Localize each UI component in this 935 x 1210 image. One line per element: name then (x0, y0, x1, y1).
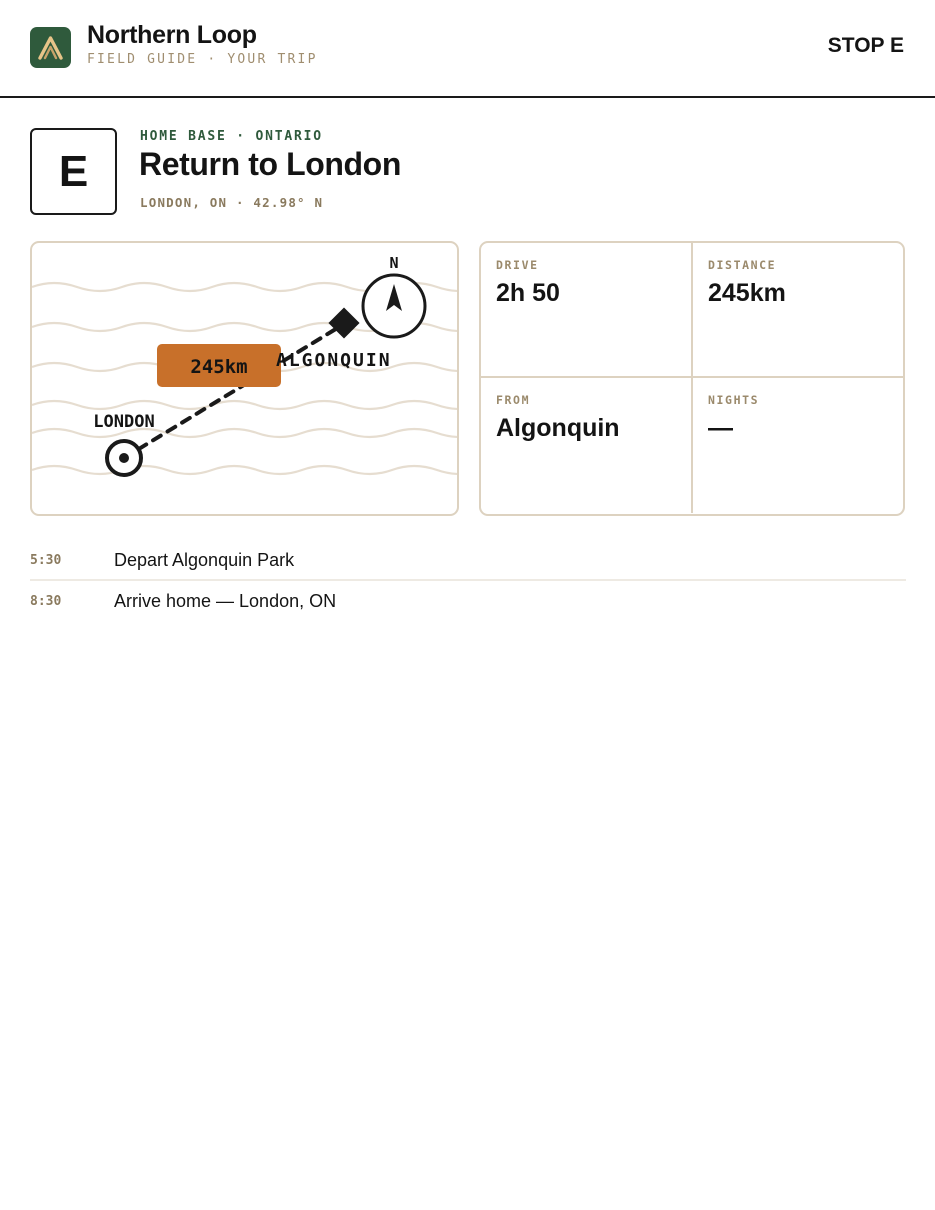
stat-drive (481, 243, 693, 378)
destination-label: LONDON (93, 412, 155, 432)
stat-distance-label: DISTANCE (708, 258, 777, 272)
route-distance-badge: 245km (190, 356, 248, 378)
stat-from-value: Algonquin (496, 414, 620, 442)
route-map[interactable] (30, 241, 459, 516)
list-item[interactable] (30, 540, 906, 581)
origin-label: ALGONQUIN (276, 350, 392, 371)
origin-marker[interactable] (328, 307, 359, 338)
stat-drive-label: DRIVE (496, 258, 539, 272)
stop-indicator: STOP E (827, 34, 904, 57)
schedule-text: Arrive home — London, ON (114, 591, 337, 611)
stat-nights-label: NIGHTS (708, 393, 760, 407)
stat-nights-value: — (708, 414, 733, 442)
stat-distance-value: 245km (708, 279, 786, 307)
schedule-time: 5:30 (30, 553, 62, 568)
schedule-time: 8:30 (30, 594, 62, 609)
stat-distance (693, 243, 905, 378)
compass-north-label: N (389, 254, 399, 272)
list-item[interactable] (30, 581, 906, 622)
stop-eyebrow: HOME BASE · ONTARIO (140, 129, 323, 144)
app-header (0, 0, 935, 98)
stop-location: LONDON, ON · 42.98° N (140, 195, 324, 210)
schedule-list (30, 540, 906, 622)
stat-drive-value: 2h 50 (496, 279, 560, 307)
stat-from-label: FROM (496, 393, 531, 407)
mountain-tent-icon (30, 27, 71, 68)
stat-nights (693, 378, 905, 513)
stat-from (481, 378, 693, 513)
schedule-text: Depart Algonquin Park (114, 550, 295, 570)
brand-name: Northern Loop (87, 21, 257, 49)
route-map-svg (32, 243, 459, 516)
destination-marker-dot (119, 453, 129, 463)
stop-letter-badge: E (30, 128, 117, 215)
compass-icon (363, 254, 425, 337)
page-title: Return to London (139, 146, 401, 182)
trip-stats (479, 241, 905, 516)
brand-logo[interactable] (30, 27, 71, 68)
brand-subtitle: FIELD GUIDE · YOUR TRIP (87, 52, 318, 67)
